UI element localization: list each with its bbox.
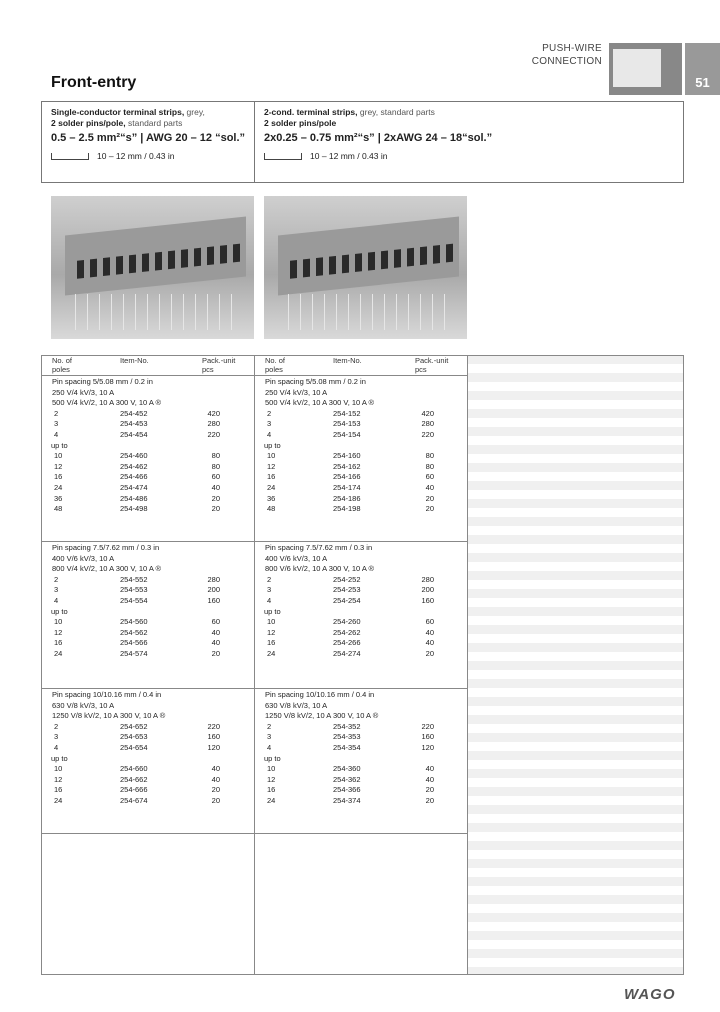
- cell-item-no: 254-574: [120, 649, 148, 658]
- cell-poles: 4: [54, 430, 59, 439]
- cell-pack-unit: 420: [207, 408, 220, 418]
- pin-spacing-heading: Pin spacing 7.5/7.62 mm / 0.3 in: [265, 543, 373, 552]
- column-header-poles: No. of poles: [52, 356, 73, 374]
- ordering-table: [41, 355, 684, 975]
- spec-left-line1: Single-conductor terminal strips, grey,: [51, 107, 205, 117]
- cell-poles: 2: [267, 721, 272, 731]
- page-tab-number: 51: [685, 43, 720, 95]
- cell-item-no: 254-186: [333, 493, 361, 503]
- cell-poles: 36: [267, 493, 276, 503]
- cell-poles: 24: [267, 483, 276, 492]
- section-rule: [41, 833, 467, 834]
- cell-poles: 24: [267, 649, 276, 658]
- table-divider: [254, 355, 255, 975]
- cell-item-no: 254-198: [333, 504, 361, 514]
- cell-pack-unit: 40: [211, 627, 220, 637]
- cell-item-no: 254-374: [333, 796, 361, 805]
- photo-strip-pins: [75, 294, 242, 330]
- cell-pack-unit: 20: [211, 493, 220, 503]
- cell-pack-unit: 80: [425, 451, 434, 461]
- thumbnail-connector-graphic: [613, 49, 661, 87]
- cell-pack-unit: 20: [425, 493, 434, 503]
- cell-poles: 10: [267, 617, 276, 627]
- cell-item-no: 254-486: [120, 493, 148, 503]
- cell-poles: 24: [54, 649, 63, 658]
- spec-left-line2: 2 solder pins/pole, standard parts: [51, 118, 183, 128]
- cell-poles: 12: [267, 774, 276, 784]
- spec-left-strip: 10 – 12 mm / 0.43 in: [51, 151, 175, 162]
- cell-pack-unit: 160: [421, 596, 434, 605]
- spec-divider: [254, 101, 255, 183]
- cell-item-no: 254-252: [333, 574, 361, 584]
- cell-pack-unit: 20: [211, 649, 220, 658]
- cell-poles: 16: [267, 638, 276, 648]
- cell-pack-unit: 40: [211, 638, 220, 648]
- column-header-item: Item-No.: [120, 356, 149, 365]
- up-to-label: up to: [51, 606, 68, 616]
- cell-poles: 36: [54, 493, 63, 503]
- table-divider: [467, 355, 468, 975]
- cell-pack-unit: 40: [425, 774, 434, 784]
- cell-item-no: 254-162: [333, 461, 361, 471]
- cell-item-no: 254-662: [120, 774, 148, 784]
- cell-item-no: 254-666: [120, 785, 148, 795]
- cell-poles: 24: [54, 796, 63, 805]
- cell-item-no: 254-466: [120, 472, 148, 482]
- cell-item-no: 254-553: [120, 585, 148, 595]
- cell-poles: 4: [54, 596, 59, 605]
- pin-spacing-heading: Pin spacing 10/10.16 mm / 0.4 in: [52, 690, 162, 699]
- cell-item-no: 254-260: [333, 617, 361, 627]
- cell-pack-unit: 80: [211, 451, 220, 461]
- cell-poles: 2: [267, 574, 272, 584]
- cell-pack-unit: 120: [421, 743, 434, 752]
- cell-poles: 48: [267, 504, 276, 514]
- cell-item-no: 254-160: [333, 451, 361, 461]
- up-to-label: up to: [51, 440, 68, 450]
- spec-right-strip: 10 – 12 mm / 0.43 in: [264, 151, 388, 162]
- product-photo-single-conductor: [51, 196, 254, 339]
- cell-pack-unit: 40: [211, 774, 220, 784]
- cell-poles: 16: [267, 785, 276, 795]
- cell-pack-unit: 80: [425, 461, 434, 471]
- voltage-rating-line: 630 V/8 kV/3, 10 A: [52, 700, 115, 710]
- voltage-rating-line: 250 V/4 kV/3, 10 A: [265, 387, 328, 397]
- cell-pack-unit: 40: [211, 764, 220, 774]
- cell-item-no: 254-362: [333, 774, 361, 784]
- cell-poles: 10: [54, 617, 63, 627]
- cell-item-no: 254-274: [333, 649, 361, 658]
- cell-pack-unit: 40: [425, 627, 434, 637]
- cell-item-no: 254-552: [120, 574, 148, 584]
- cell-poles: 2: [54, 574, 59, 584]
- voltage-rating-line: 800 V/4 kV/2, 10 A 300 V, 10 A ®: [52, 564, 162, 574]
- section-rule: [41, 688, 467, 689]
- strip-length-icon: [264, 153, 302, 160]
- cell-item-no: 254-454: [120, 430, 148, 439]
- cell-poles: 24: [267, 796, 276, 805]
- spec-right-range: 2x0.25 – 0.75 mm²“s” | 2xAWG 24 – 18“sol.”: [264, 132, 493, 144]
- cell-item-no: 254-674: [120, 796, 148, 805]
- cell-item-no: 254-474: [120, 483, 148, 492]
- wago-logo: WAGO: [624, 986, 676, 1003]
- category-label-line2: CONNECTION: [531, 56, 602, 67]
- cell-poles: 4: [54, 743, 59, 752]
- cell-item-no: 254-652: [120, 721, 148, 731]
- pin-spacing-heading: Pin spacing 5/5.08 mm / 0.2 in: [265, 377, 366, 386]
- column-header-item: Item-No.: [333, 356, 362, 365]
- voltage-rating-line: 400 V/6 kV/3, 10 A: [265, 553, 328, 563]
- cell-pack-unit: 60: [211, 472, 220, 482]
- voltage-rating-line: 1250 V/8 kV/2, 10 A 300 V, 10 A ®: [52, 711, 166, 721]
- cell-pack-unit: 60: [425, 472, 434, 482]
- column-header-pack: Pack.-unit pcs: [415, 356, 449, 374]
- cell-pack-unit: 60: [211, 617, 220, 627]
- voltage-rating-line: 800 V/6 kV/2, 10 A 300 V, 10 A ®: [265, 564, 375, 574]
- cell-poles: 10: [54, 451, 63, 461]
- voltage-rating-line: 250 V/4 kV/3, 10 A: [52, 387, 115, 397]
- cell-item-no: 254-654: [120, 743, 148, 752]
- strip-length-icon: [51, 153, 89, 160]
- cell-item-no: 254-253: [333, 585, 361, 595]
- cell-pack-unit: 280: [207, 574, 220, 584]
- cell-pack-unit: 220: [207, 721, 220, 731]
- header-thumbnail-image: [609, 43, 682, 95]
- section-rule: [41, 541, 467, 542]
- cell-item-no: 254-562: [120, 627, 148, 637]
- table-header-rule: [41, 375, 467, 376]
- cell-pack-unit: 220: [207, 430, 220, 439]
- cell-poles: 12: [54, 774, 63, 784]
- cell-pack-unit: 40: [425, 764, 434, 774]
- up-to-label: up to: [264, 440, 281, 450]
- spec-right-line2: 2 solder pins/pole: [264, 118, 337, 128]
- cell-pack-unit: 60: [425, 617, 434, 627]
- cell-poles: 16: [54, 638, 63, 648]
- product-photo-two-conductor: [264, 196, 467, 339]
- cell-item-no: 254-453: [120, 419, 148, 429]
- cell-item-no: 254-460: [120, 451, 148, 461]
- cell-pack-unit: 160: [207, 732, 220, 742]
- cell-item-no: 254-653: [120, 732, 148, 742]
- cell-item-no: 254-566: [120, 638, 148, 648]
- cell-item-no: 254-174: [333, 483, 361, 492]
- cell-poles: 2: [54, 721, 59, 731]
- cell-item-no: 254-166: [333, 472, 361, 482]
- cell-poles: 12: [267, 627, 276, 637]
- voltage-rating-line: 400 V/6 kV/3, 10 A: [52, 553, 115, 563]
- photo-strip-pins: [288, 294, 455, 330]
- pin-spacing-heading: Pin spacing 10/10.16 mm / 0.4 in: [265, 690, 375, 699]
- cell-poles: 2: [267, 408, 272, 418]
- cell-item-no: 254-353: [333, 732, 361, 742]
- cell-poles: 12: [267, 461, 276, 471]
- cell-pack-unit: 220: [421, 721, 434, 731]
- cell-item-no: 254-153: [333, 419, 361, 429]
- column-header-poles: No. of poles: [265, 356, 286, 374]
- cell-poles: 3: [54, 419, 59, 429]
- cell-pack-unit: 200: [207, 585, 220, 595]
- cell-pack-unit: 280: [421, 574, 434, 584]
- cell-pack-unit: 280: [207, 419, 220, 429]
- column-header-pack: Pack.-unit pcs: [202, 356, 236, 374]
- cell-poles: 3: [267, 585, 272, 595]
- cell-poles: 2: [54, 408, 59, 418]
- cell-pack-unit: 160: [207, 596, 220, 605]
- cell-item-no: 254-262: [333, 627, 361, 637]
- cell-poles: 4: [267, 596, 272, 605]
- cell-pack-unit: 20: [211, 504, 220, 514]
- cell-item-no: 254-254: [333, 596, 361, 605]
- cell-pack-unit: 40: [211, 483, 220, 492]
- page-title: Front-entry: [51, 74, 137, 91]
- cell-poles: 12: [54, 627, 63, 637]
- cell-pack-unit: 160: [421, 732, 434, 742]
- cell-pack-unit: 280: [421, 419, 434, 429]
- cell-item-no: 254-266: [333, 638, 361, 648]
- cell-pack-unit: 420: [421, 408, 434, 418]
- cell-item-no: 254-462: [120, 461, 148, 471]
- cell-item-no: 254-352: [333, 721, 361, 731]
- voltage-rating-line: 500 V/4 kV/2, 10 A 300 V, 10 A ®: [265, 398, 375, 408]
- cell-item-no: 254-360: [333, 764, 361, 774]
- cell-poles: 16: [54, 472, 63, 482]
- cell-pack-unit: 120: [207, 743, 220, 752]
- cell-pack-unit: 220: [421, 430, 434, 439]
- cell-item-no: 254-152: [333, 408, 361, 418]
- cell-pack-unit: 20: [211, 785, 220, 795]
- cell-item-no: 254-154: [333, 430, 361, 439]
- cell-pack-unit: 200: [421, 585, 434, 595]
- cell-pack-unit: 20: [425, 785, 434, 795]
- pin-spacing-heading: Pin spacing 5/5.08 mm / 0.2 in: [52, 377, 153, 386]
- cell-pack-unit: 20: [425, 504, 434, 514]
- cell-pack-unit: 40: [425, 483, 434, 492]
- pin-spacing-heading: Pin spacing 7.5/7.62 mm / 0.3 in: [52, 543, 160, 552]
- cell-item-no: 254-560: [120, 617, 148, 627]
- cell-item-no: 254-354: [333, 743, 361, 752]
- cell-poles: 4: [267, 743, 272, 752]
- voltage-rating-line: 500 V/4 kV/2, 10 A 300 V, 10 A ®: [52, 398, 162, 408]
- cell-poles: 48: [54, 504, 63, 514]
- cell-poles: 10: [267, 451, 276, 461]
- cell-poles: 12: [54, 461, 63, 471]
- up-to-label: up to: [264, 606, 281, 616]
- cell-item-no: 254-366: [333, 785, 361, 795]
- voltage-rating-line: 1250 V/8 kV/2, 10 A 300 V, 10 A ®: [265, 711, 379, 721]
- up-to-label: up to: [51, 753, 68, 763]
- spec-right-line1: 2-cond. terminal strips, grey, standard parts: [264, 107, 435, 117]
- cell-poles: 24: [54, 483, 63, 492]
- cell-poles: 3: [267, 732, 272, 742]
- cell-pack-unit: 20: [425, 649, 434, 658]
- up-to-label: up to: [264, 753, 281, 763]
- category-label-line1: PUSH-WIRE: [542, 43, 602, 54]
- cell-pack-unit: 20: [211, 796, 220, 805]
- cell-item-no: 254-554: [120, 596, 148, 605]
- cell-poles: 16: [267, 472, 276, 482]
- cell-pack-unit: 80: [211, 461, 220, 471]
- cell-poles: 4: [267, 430, 272, 439]
- cell-item-no: 254-660: [120, 764, 148, 774]
- cell-pack-unit: 40: [425, 638, 434, 648]
- cell-poles: 10: [267, 764, 276, 774]
- cell-poles: 3: [54, 585, 59, 595]
- spec-left-range: 0.5 – 2.5 mm²“s” | AWG 20 – 12 “sol.”: [51, 132, 246, 144]
- cell-poles: 16: [54, 785, 63, 795]
- cell-pack-unit: 20: [425, 796, 434, 805]
- cell-poles: 3: [54, 732, 59, 742]
- voltage-rating-line: 630 V/8 kV/3, 10 A: [265, 700, 328, 710]
- cell-item-no: 254-498: [120, 504, 148, 514]
- cell-poles: 3: [267, 419, 272, 429]
- cell-item-no: 254-452: [120, 408, 148, 418]
- cell-poles: 10: [54, 764, 63, 774]
